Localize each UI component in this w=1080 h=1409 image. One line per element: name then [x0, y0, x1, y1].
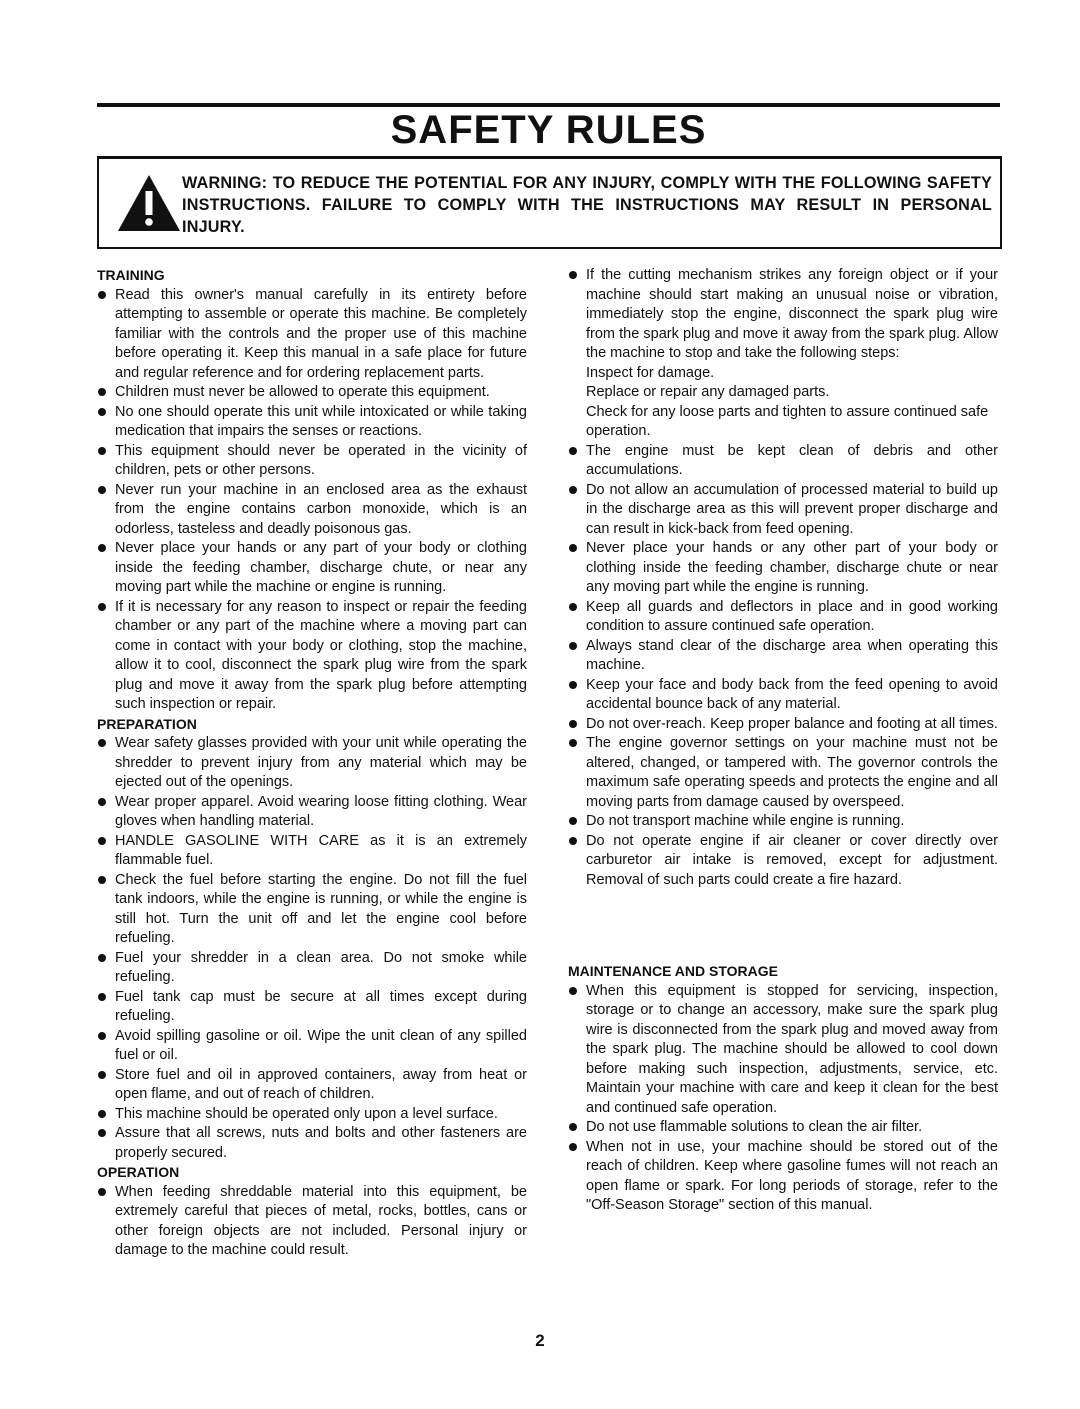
list-item — [568, 832, 998, 891]
list-item-text: Do not over-reach. Keep proper balance and footing at all times. — [586, 715, 998, 732]
list-item — [97, 793, 527, 832]
list-item-text: Wear proper apparel. Avoid wearing loose fitting clothing. Wear gloves when handling material. — [115, 793, 527, 829]
bullet-icon — [98, 447, 106, 455]
list-item — [97, 1027, 527, 1066]
list-item — [568, 598, 998, 637]
warning-box — [97, 156, 1002, 249]
bullet-icon — [569, 486, 577, 494]
list-item — [568, 539, 998, 598]
bullet-icon — [98, 1129, 106, 1137]
list-item-text: Fuel tank cap must be secure at all times except during refueling. — [115, 988, 527, 1024]
step-line: Replace or repair any damaged parts. — [586, 384, 830, 400]
bullet-icon — [569, 271, 577, 279]
list-item-text: Keep your face and body back from the feed opening to avoid accidental bounce back of any material. — [586, 676, 998, 712]
list-item — [97, 871, 527, 949]
bullet-icon — [98, 876, 106, 884]
list-item — [97, 832, 527, 871]
bullet-icon — [569, 739, 577, 747]
list-item — [568, 676, 998, 715]
bullet-icon — [569, 817, 577, 825]
list-item-text: This equipment should never be operated in the vicinity of children, pets or other persons. — [115, 442, 527, 478]
bullet-icon — [98, 954, 106, 962]
operation-list-right — [568, 266, 998, 364]
bullet-icon — [98, 544, 106, 552]
bullet-icon — [98, 408, 106, 416]
bullet-icon — [569, 603, 577, 611]
list-item-text: Store fuel and oil in approved containers, away from heat or open flame, and out of reach of children. — [115, 1066, 527, 1102]
maintenance-heading: MAINTENANCE AND STORAGE — [568, 963, 779, 979]
damage-steps — [568, 364, 998, 442]
bullet-icon — [569, 642, 577, 650]
bullet-icon — [569, 681, 577, 689]
list-item — [97, 539, 527, 598]
list-item — [97, 1105, 527, 1125]
preparation-list — [97, 734, 527, 1163]
list-item-text: The engine must be kept clean of debris and other accumulations. — [586, 442, 998, 478]
bullet-icon — [98, 388, 106, 396]
bullet-icon — [569, 1123, 577, 1131]
title-rule — [97, 103, 1000, 107]
list-item — [568, 812, 998, 832]
bullet-icon — [98, 1188, 106, 1196]
maintenance-list — [568, 982, 998, 1216]
bullet-icon — [98, 291, 106, 299]
bullet-icon — [98, 1110, 106, 1118]
list-item — [97, 988, 527, 1027]
list-item-text: This machine should be operated only upon a level surface. — [115, 1105, 498, 1122]
bullet-icon — [569, 987, 577, 995]
list-item-text: The engine governor settings on your machine must not be altered, changed, or tampered with. The governor controls the maximum safe operating speeds and protects the engine and all moving parts from damage caused by overspeed. — [586, 735, 998, 810]
training-heading: TRAINING — [97, 267, 165, 283]
list-item-text: Keep all guards and deflectors in place and in good working condition to assure continued safe operation. — [586, 598, 998, 634]
list-item — [97, 383, 527, 403]
bullet-icon — [98, 603, 106, 611]
training-list — [97, 286, 527, 715]
right-column — [568, 266, 998, 1216]
page-number: 2 — [535, 1331, 545, 1350]
list-item — [568, 266, 998, 364]
list-item — [97, 442, 527, 481]
list-item — [97, 598, 527, 715]
step-line: Inspect for damage. — [586, 364, 715, 381]
list-item-text: Never run your machine in an enclosed area as the exhaust from the engine contains carbon monoxide, which is an odorless, tasteless and deadly poisonous gas. — [115, 481, 527, 537]
bullet-icon — [98, 739, 106, 747]
list-item-text: Check the fuel before starting the engine. Do not fill the fuel tank indoors, while the engine is running, or while the engine is still hot. Turn the unit off and let the engine cool before refueling. — [115, 871, 527, 946]
list-item — [97, 1066, 527, 1105]
bullet-icon — [98, 1071, 106, 1079]
warning-triangle-icon — [116, 173, 182, 233]
list-item-text: Children must never be allowed to operate this equipment. — [115, 384, 490, 400]
list-item-text: No one should operate this unit while intoxicated or while taking medication that impairs the senses or reactions. — [115, 403, 527, 439]
bullet-icon — [98, 1032, 106, 1040]
list-item-text: When not in use, your machine should be stored out of the reach of children. Keep where gasoline fumes will not reach an open flame or spark. For long periods of storage, refer to the "Off-Season Storage" section of this manual. — [586, 1138, 998, 1213]
list-item-text: Read this owner's manual carefully in its entirety before attempting to assemble or operate this machine. Be completely familiar with the controls and the proper use of this machine before operating it. Keep this manual in a safe place for future and regular reference and for ordering replacement parts. — [115, 286, 527, 381]
bullet-icon — [569, 720, 577, 728]
bullet-icon — [98, 837, 106, 845]
list-item-text: Do not operate engine if air cleaner or cover directly over carburetor air intake is removed, except for adjustment. Removal of such parts could create a fire hazard. — [586, 832, 998, 888]
list-item — [97, 1124, 527, 1163]
list-item-text: Wear safety glasses provided with your unit while operating the shredder to prevent injury from any material which may be ejected out of the openings. — [115, 735, 527, 790]
operation-list-left — [97, 1183, 527, 1261]
list-item-text: Do not transport machine while engine is running. — [586, 813, 905, 829]
list-item — [97, 481, 527, 540]
list-item — [568, 481, 998, 540]
list-item — [97, 734, 527, 793]
list-item-text: Do not use flammable solutions to clean the air filter. — [586, 1119, 923, 1135]
bullet-icon — [98, 486, 106, 494]
list-item-text: Do not allow an accumulation of processed material to build up in the discharge area as this will prevent proper discharge and can result in kick-back from feed opening. — [586, 481, 998, 537]
list-item-text: HANDLE GASOLINE WITH CARE as it is an extremely flammable fuel. — [115, 832, 527, 868]
list-item — [568, 734, 998, 812]
list-item — [568, 715, 998, 735]
list-item-text: Never place your hands or any other part of your body or clothing inside the feeding chamber, discharge chute or near any moving part while the engine is running. — [586, 540, 998, 595]
list-item-text: Avoid spilling gasoline or oil. Wipe the unit clean of any spilled fuel or oil. — [115, 1027, 527, 1063]
list-item-text: If it is necessary for any reason to inspect or repair the feeding chamber or any part of the machine where a moving part can come in contact with your body or clothing, stop the machine, allow it to cool, disconnect the spark plug wire from the spark plug and move it away from the spark plug before attempting such inspection or repair. — [115, 598, 527, 712]
list-item — [568, 1138, 998, 1216]
step-line: Check for any loose parts and tighten to assure continued safe operation. — [586, 403, 989, 439]
list-item-text: Fuel your shredder in a clean area. Do not smoke while refueling. — [115, 949, 527, 985]
list-item-text: When feeding shreddable material into this equipment, be extremely careful that pieces of metal, rocks, bottles, cans or other foreign objects are not included. Personal injury or damage to the machine could result. — [115, 1183, 527, 1258]
page-title: SAFETY RULES — [390, 108, 707, 152]
list-item-text: When this equipment is stopped for servicing, inspection, storage or to change an accessory, make sure the spark plug wire is disconnected from the spark plug and moved away from the spark plug. The machine should be allowed to cool down before making such inspection, adjustments, service, etc. Maintain your machine with care and keep it clean for the best and continued safe operation. — [586, 982, 998, 1116]
operation-heading: OPERATION — [97, 1164, 180, 1180]
list-item — [568, 637, 998, 676]
list-item — [97, 403, 527, 442]
bullet-icon — [569, 837, 577, 845]
list-item-text: If the cutting mechanism strikes any foreign object or if your machine should start making an unusual noise or vibration, immediately stop the engine, disconnect the spark plug wire from the spark plug and move it away from the spark plug. Allow the machine to stop and take the following steps: — [586, 267, 998, 361]
preparation-heading: PREPARATION — [97, 715, 197, 732]
list-item — [97, 1183, 527, 1261]
list-item — [568, 982, 998, 1119]
list-item-text: Assure that all screws, nuts and bolts and other fasteners are properly secured. — [115, 1125, 527, 1161]
left-column — [97, 266, 527, 1261]
list-item — [97, 286, 527, 384]
operation-list-right-more — [568, 442, 998, 891]
bullet-icon — [569, 1143, 577, 1151]
bullet-icon — [98, 798, 106, 806]
list-item — [568, 1118, 998, 1138]
bullet-icon — [569, 544, 577, 552]
warning-text: WARNING: TO REDUCE THE POTENTIAL FOR ANY INJURY, COMPLY WITH THE FOLLOWING SAFETY INSTRUCTIONS. FAILURE TO COMPLY WITH THE INSTRUCTIONS MAY RESULT IN PERSONAL INJURY. — [182, 174, 992, 236]
bullet-icon — [569, 447, 577, 455]
list-item-text: Always stand clear of the discharge area when operating this machine. — [586, 637, 998, 673]
bullet-icon — [98, 993, 106, 1001]
list-item — [568, 442, 998, 481]
list-item — [97, 949, 527, 988]
list-item-text: Never place your hands or any part of your body or clothing inside the feeding chamber, discharge chute, or near any moving part while the machine or engine is running. — [115, 540, 527, 595]
